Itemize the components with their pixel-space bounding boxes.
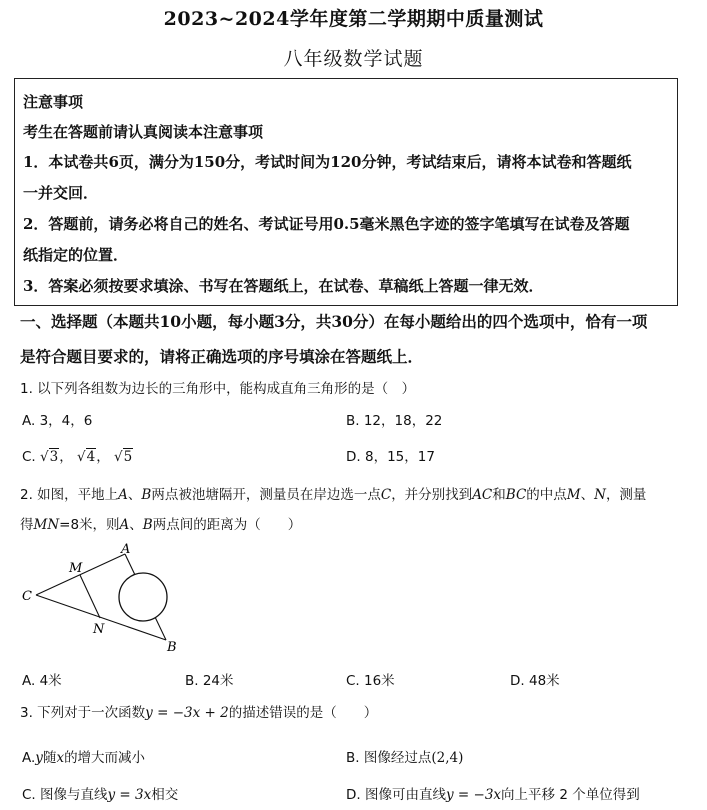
notice-item-1-line-2: 一并交回． bbox=[23, 184, 99, 202]
question-2-stem-line-2: 得MN=8米，则A、B两点间的距离为（ ） bbox=[20, 517, 302, 533]
question-2-option-b: B. 24米 bbox=[185, 673, 234, 689]
question-2-option-a: A. 4米 bbox=[22, 673, 62, 689]
section-1-line-1: 一、选择题（本题共10小题，每小题3分，共30分）在每小题给出的四个选项中，恰有一项 bbox=[20, 312, 648, 331]
question-3-stem: 3. 下列对于一次函数y = −3x + 2的描述错误的是（ ） bbox=[20, 705, 378, 721]
section-1-line-2: 是符合题目要求的，请将正确选项的序号填涂在答题纸上． bbox=[20, 347, 424, 366]
notice-item-2-line-1: 2．答题前，请务必将自己的姓名、考试证号用0.5毫米黑色字迹的签字笔填写在试卷及答题 bbox=[23, 215, 630, 233]
label-m: M bbox=[69, 561, 83, 576]
sqrt-5: √5 bbox=[114, 449, 133, 465]
label-c: C bbox=[22, 589, 32, 604]
question-1-stem: 1. 以下列各组数为边长的三角形中，能构成直角三角形的是（ ） bbox=[20, 381, 416, 397]
notice-intro: 考生在答题前请认真阅读本注意事项 bbox=[23, 123, 264, 141]
function-expression: y = −3x + 2 bbox=[145, 705, 229, 721]
sqrt-3: √3 bbox=[40, 449, 59, 465]
pond-circle bbox=[119, 573, 167, 621]
pond-figure bbox=[18, 538, 208, 660]
question-3-option-b: B. 图像经过点(2,4) bbox=[346, 750, 464, 766]
question-2-option-d: D. 48米 bbox=[510, 673, 560, 689]
question-1-option-b: B. 12，18，22 bbox=[346, 413, 443, 429]
notice-box bbox=[14, 78, 678, 306]
label-n: N bbox=[93, 622, 105, 637]
notice-item-1-line-1: 1．本试卷共6页，满分为150分，考试时间为120分钟，考试结束后，请将本试卷和答题纸 bbox=[23, 153, 632, 171]
notice-item-3: 3．答案必须按要求填涂、书写在答题纸上，在试卷、草稿纸上答题一律无效． bbox=[23, 277, 544, 295]
question-2-stem-line-1: 2. 如图，平地上A、B两点被池塘隔开，测量员在岸边选一点C，并分别找到AC和BC的中点M、N，测量 bbox=[20, 487, 647, 503]
question-1-option-d: D. 8，15，17 bbox=[346, 449, 435, 465]
question-2-option-c: C. 16米 bbox=[346, 673, 395, 689]
question-3-option-d: D. 图像可由直线y = −3x向上平移 2 个单位得到 bbox=[346, 787, 640, 803]
question-3-option-c: C. 图像与直线y = 3x相交 bbox=[22, 787, 179, 803]
question-1-option-a: A. 3，4，6 bbox=[22, 413, 93, 429]
notice-heading: 注意事项 bbox=[23, 93, 84, 111]
label-a: A bbox=[121, 542, 131, 557]
notice-item-2-line-2: 纸指定的位置． bbox=[23, 246, 129, 264]
exam-title: 2023~2024学年度第二学期期中质量测试 bbox=[163, 8, 544, 30]
question-1-option-c: C. √3， √4， √5 bbox=[22, 449, 133, 465]
label-b: B bbox=[167, 640, 177, 655]
sqrt-4: √4 bbox=[77, 449, 96, 465]
exam-subtitle: 八年级数学试题 bbox=[283, 48, 424, 70]
question-3-option-a: A.y随x的增大而减小 bbox=[22, 750, 146, 766]
